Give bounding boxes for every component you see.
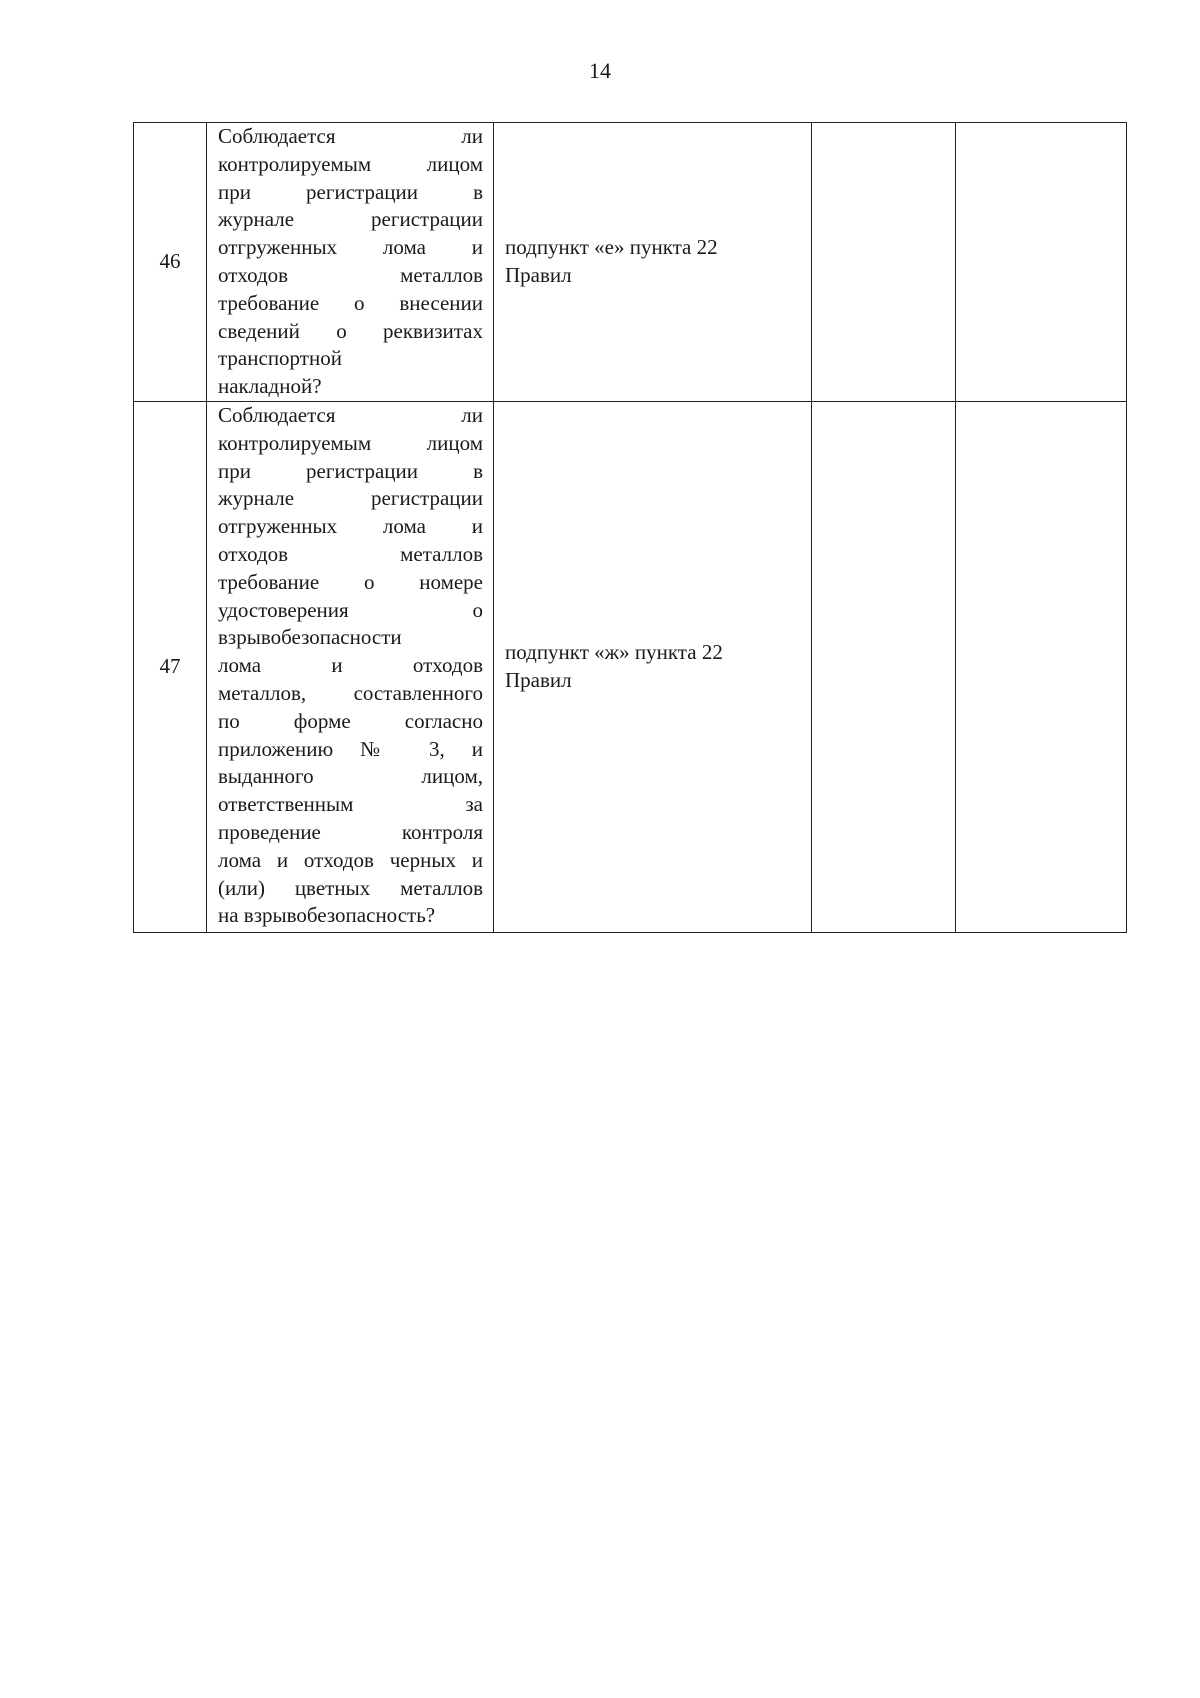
question-line: на взрывобезопасность? [218, 903, 436, 928]
answer-cell [812, 123, 956, 402]
table-row [134, 123, 1127, 402]
question-line: отгруженных лома и [218, 514, 483, 539]
question-line: Соблюдается ли [218, 124, 483, 148]
row-number-cell: 46 [134, 123, 207, 402]
question-line: (или) цветных металлов [218, 875, 483, 900]
page-number: 14 [589, 58, 611, 83]
row-number-cell: 47 [134, 402, 207, 933]
question-cell [207, 402, 494, 933]
question-line: требование о внесении [218, 290, 483, 315]
question-line: взрывобезопасности [218, 625, 402, 650]
question-line: выданного лицом, [218, 764, 483, 789]
question-line: требование о номере [218, 569, 483, 594]
question-line: приложению № 3, и [218, 736, 483, 761]
question-line: журнале регистрации [218, 207, 483, 232]
question-line: накладной? [218, 374, 322, 399]
question-line: при регистрации в [218, 179, 483, 204]
question-line: лома и отходов [218, 653, 483, 678]
question-line: удостоверения о [218, 597, 483, 622]
note-cell [956, 402, 1127, 933]
checklist-table [133, 122, 1127, 933]
question-line: отгруженных лома и [218, 235, 483, 260]
reference-cell [494, 402, 812, 933]
question-line: контролируемым лицом [218, 430, 483, 455]
note-cell [956, 123, 1127, 402]
reference-cell [494, 123, 812, 402]
answer-cell [812, 402, 956, 933]
question-line: ответственным за [218, 792, 483, 817]
question-line: при регистрации в [218, 458, 483, 483]
reference-line: подпункт «е» пункта 22 [505, 235, 718, 260]
reference-line: подпункт «ж» пункта 22 [505, 640, 723, 665]
question-line: Соблюдается ли [218, 403, 483, 427]
question-line: металлов, составленного [218, 680, 483, 705]
question-line: контролируемым лицом [218, 151, 483, 176]
question-line: лома и отходов черных и [218, 847, 483, 872]
question-line: журнале регистрации [218, 486, 483, 511]
question-line: сведений о реквизитах [218, 318, 483, 343]
table-row [134, 402, 1127, 933]
question-line: транспортной [218, 346, 342, 371]
reference-line: Правил [505, 263, 572, 287]
question-cell [207, 123, 494, 402]
question-line: по форме согласно [218, 708, 483, 733]
question-line: отходов металлов [218, 262, 483, 287]
reference-line: Правил [505, 668, 572, 692]
question-line: отходов металлов [218, 541, 483, 566]
question-line: проведение контроля [218, 819, 483, 844]
